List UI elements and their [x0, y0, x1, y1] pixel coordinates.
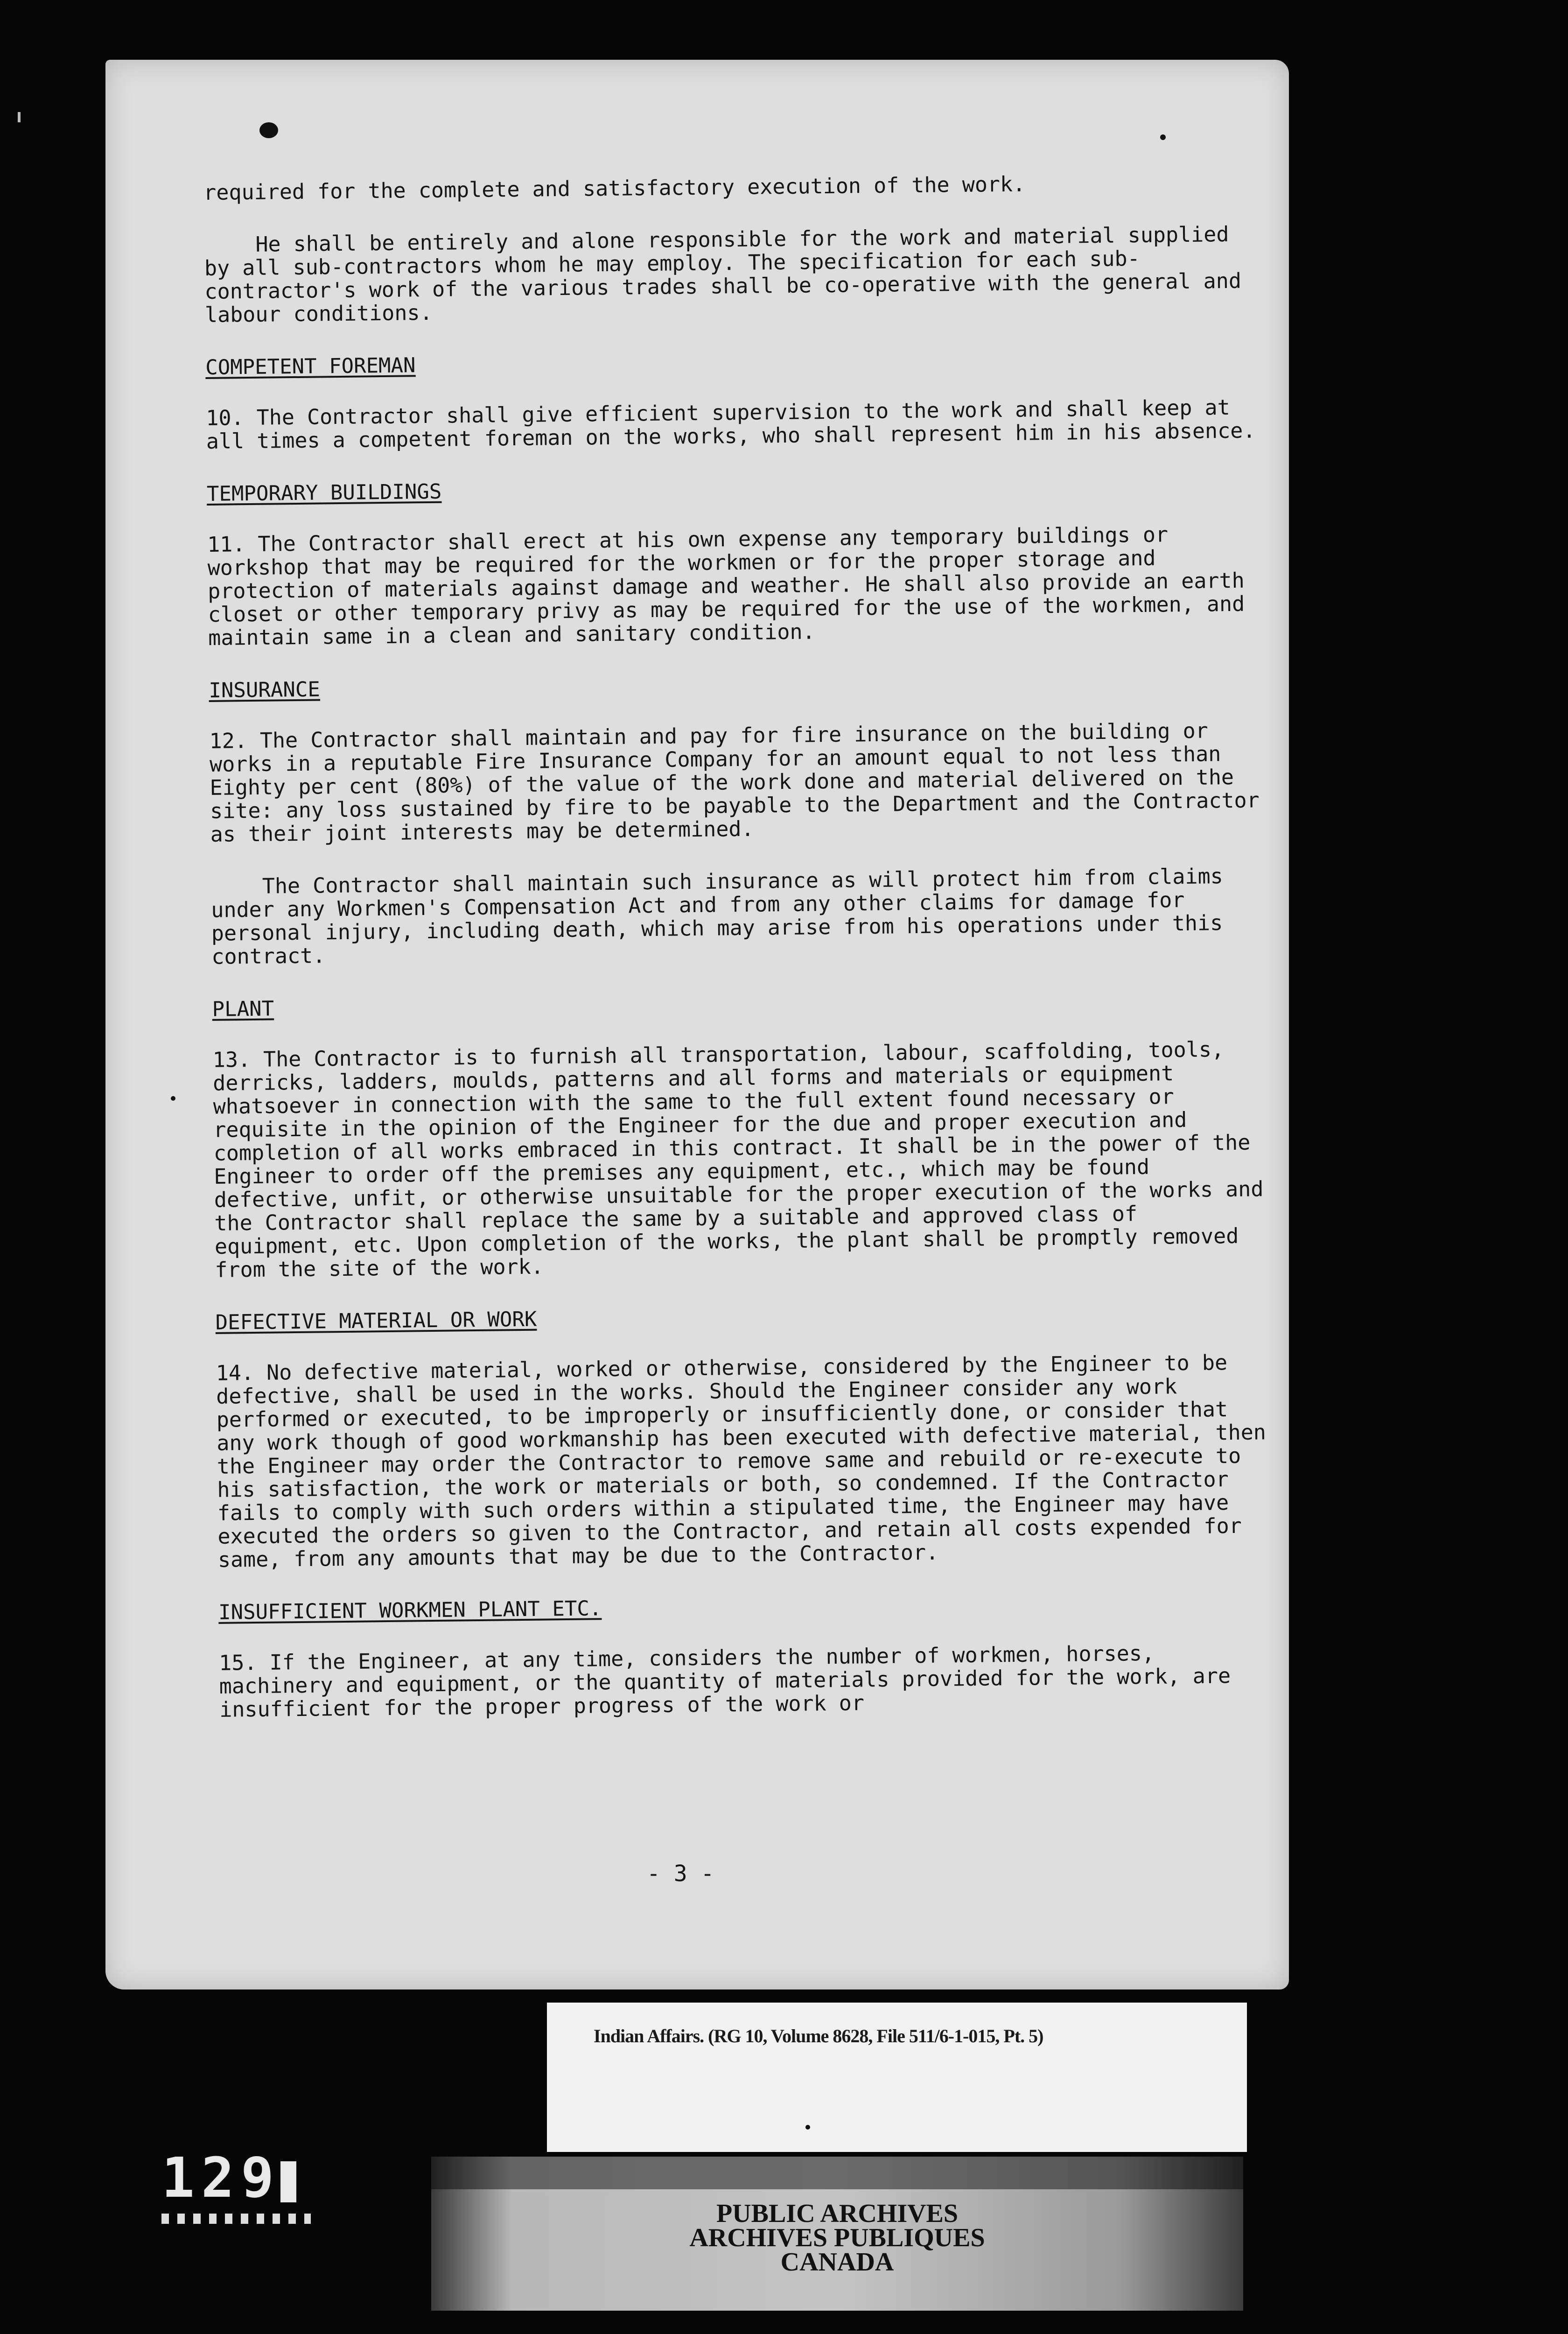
ink-speck [1160, 134, 1166, 140]
section-heading: COMPETENT FOREMAN [205, 353, 416, 380]
document-page [105, 60, 1289, 1990]
section-paragraph: 14. No defective material, worked or otherwise, considered by the Engineer to be defective, shall be used in the works. Should the Engineer consider any work performed or executed, to be improperly or insufficiently done, or consider that any work though of good workmanship has been executed with defective material, then the Engineer may order the Contractor to remove same and rebuild or re-execute to his satisfaction, the work or materials or both, so condemned. If the Contractor fails to comply with such orders within a stipulated time, the Engineer may have executed the orders so given to the Contractor, and retain all costs expended for same, from any amounts that may be due to the Contractor. [216, 1350, 1267, 1572]
section-heading: PLANT [212, 997, 274, 1021]
section-competent-foreman [205, 344, 1261, 453]
section-paragraph: 12. The Contractor shall maintain and pay for fire insurance on the building or works in a reputable Fire Insurance Company for an amount equal to not less than Eighty per cent (80%) of the value of the work done and material delivered on the site: any loss sustained by fire to be payable to the Department and the Contractor as their joint interests may be determined. [209, 718, 1260, 847]
ink-speck [259, 122, 278, 138]
public-archives-stamp [431, 2157, 1243, 2311]
section-plant [212, 986, 1269, 1282]
section-paragraph: 11. The Contractor shall erect at his own expense any temporary buildings or workshop that may be required for the workmen or for the proper storage and protection of materials against damage and weather. He shall also provide an earth closet or other temporary privy as may be required for the use of the workmen, and maintain same in a clean and sanitary condition. [207, 522, 1245, 650]
stamp-line: PUBLIC ARCHIVES [716, 2199, 959, 2228]
microfilm-frame-number [161, 2145, 315, 2210]
frame-number-text: 129 [161, 2145, 281, 2210]
section-heading: INSURANCE [209, 677, 321, 703]
section-insurance [209, 668, 1266, 969]
document-body [203, 170, 1274, 1750]
stamp-text [431, 2199, 1243, 2277]
intro-line: required for the complete and satisfactory execution of the work. [203, 171, 1026, 205]
page-number: - 3 - [647, 1861, 714, 1887]
stamp-line: ARCHIVES PUBLIQUES [689, 2223, 985, 2252]
stamp-shadow-bar [431, 2157, 1243, 2189]
section-paragraph: 10. The Contractor shall give efficient supervision to the work and shall keep at all times a competent foreman on the works, who shall represent him in his absence. [206, 394, 1256, 454]
section-paragraph: The Contractor shall maintain such insurance as will protect him from claims under any Workmen's Compensation Act and from any other claims for damage for personal injury, including death, which may arise from his operations under this contract. [211, 864, 1224, 969]
ink-speck [171, 1096, 175, 1101]
stamp-line: CANADA [780, 2248, 894, 2277]
section-temporary-buildings [207, 471, 1263, 650]
section-heading: INSUFFICIENT WORKMEN PLANT ETC. [218, 1596, 602, 1624]
section-paragraph: 15. If the Engineer, at any time, considers the number of workmen, horses, machinery and equipment, or the quantity of materials provided for the work, are insufficient for the proper progress of the work or [218, 1640, 1231, 1722]
frame-marker [280, 2161, 296, 2202]
film-sprocket-marks [161, 2214, 311, 2224]
film-edge-mark [18, 112, 21, 122]
ink-speck [805, 2125, 810, 2130]
section-insufficient-workmen [218, 1589, 1274, 1722]
archive-caption-card [547, 2003, 1247, 2152]
responsibility-paragraph: He shall be entirely and alone responsible for the work and material supplied by all sub-contractors whom he may employ. The specification for each sub-contractor's work of the various trades shall be co-operative with the general and labour conditions. [204, 221, 1242, 327]
section-heading: DEFECTIVE MATERIAL OR WORK [215, 1307, 537, 1335]
section-heading: TEMPORARY BUILDINGS [206, 479, 442, 506]
archive-reference: Indian Affairs. (RG 10, Volume 8628, File 511/6-1-015, Pt. 5) [594, 2025, 1043, 2046]
section-paragraph: 13. The Contractor is to furnish all transportation, labour, scaffolding, tools, derricks, ladders, moulds, patterns and all forms and materials or equipment whatsoever in connection with the same to the full extent found necessary or requisite in the opinion of the Engineer for the due and proper execution and completion of all works embraced in this contract. It shall be in the power of the Engineer to order off the premises any equipment, etc., which may be found defective, unfit, or otherwise unsuitable for the proper execution of the works and the Contractor shall replace the same by a suitable and approved class of equipment, etc. Upon completion of the works, the plant shall be promptly removed from the site of the work. [212, 1037, 1264, 1282]
section-defective-material [215, 1300, 1273, 1572]
